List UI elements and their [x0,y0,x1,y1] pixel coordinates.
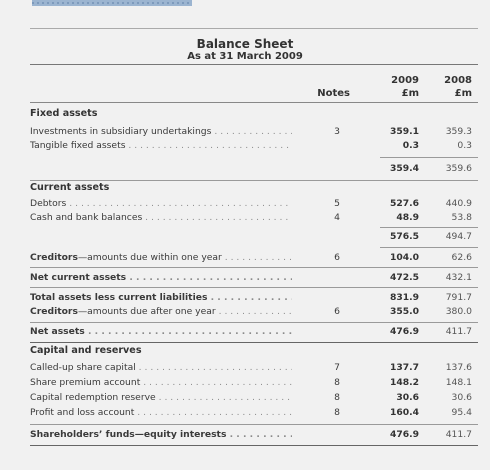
row-label: Investments in subsidiary undertakings . . . [30,125,292,139]
subtotal-rule [380,247,478,248]
table-row [30,376,478,390]
section-rule [30,287,478,288]
column-unit-2009: £m [401,88,419,99]
row-label: Total assets less current liabilities . . . [30,291,292,305]
table-row-shareholders-funds [30,428,478,442]
row-label-rest: —amounts due within one year [77,252,222,263]
bottom-rule [30,445,478,446]
table-row [30,139,478,153]
row-note: 6 [334,252,340,263]
row-value-2008: 359.3 [445,126,472,137]
row-value-2009: 104.0 [389,252,419,263]
row-label-bold: Creditors [30,252,78,263]
row-value-2008: 148.1 [445,377,472,388]
column-header-notes: Notes [317,88,350,99]
row-note: 6 [334,306,340,317]
row-label [30,251,292,265]
subtotal-value-2008: 494.7 [445,231,472,242]
row-note: 8 [334,377,340,388]
row-value-2009: 527.6 [389,198,419,209]
subtotal-rule [380,227,478,228]
table-row [30,361,478,375]
section-rule [30,342,478,343]
table-row-net-current-assets [30,271,478,285]
row-value-2008: 137.6 [445,362,472,373]
row-label: Capital redemption reserve . . . [30,391,292,405]
title-rule [30,64,478,65]
table-row-net-assets [30,325,478,339]
row-value-2008: 30.6 [451,392,472,403]
subtotal-row [30,230,478,244]
row-label: Tangible fixed assets . . . [30,139,292,153]
section-heading-fixed-assets: Fixed assets [30,108,98,119]
table-row [30,211,478,225]
table-row [30,125,478,139]
section-rule [30,267,478,268]
row-value-2009: 359.1 [389,126,419,137]
column-unit-2008: £m [454,88,472,99]
subtotal-value-2008: 359.6 [445,163,472,174]
row-value-2009: 148.2 [389,377,419,388]
row-value-2008: 0.3 [457,140,472,151]
section-heading-capital-reserves: Capital and reserves [30,345,142,356]
top-rule [30,28,478,29]
row-label: Net current assets . . . [30,271,292,285]
row-value-2008: 411.7 [445,326,472,337]
table-row [30,391,478,405]
row-value-2009: 160.4 [389,407,419,418]
row-label-bold: Creditors [30,306,78,317]
section-rule [30,424,478,425]
row-label: Shareholders’ funds—equity interests . . . [30,428,292,442]
table-row-creditors-within [30,251,478,265]
row-label: Profit and loss account . . . [30,406,292,420]
row-label [30,305,292,319]
row-label-rest: —amounts due after one year [77,306,216,317]
row-note: 3 [334,126,340,137]
top-decorative-pattern [32,2,192,4]
row-value-2008: 380.0 [445,306,472,317]
table-row-creditors-after [30,305,478,319]
page-subtitle: As at 31 March 2009 [187,51,303,62]
row-value-2009: 137.7 [389,362,419,373]
row-value-2008: 411.7 [445,429,472,440]
row-value-2008: 791.7 [445,292,472,303]
row-value-2009: 831.9 [389,292,419,303]
row-value-2009: 0.3 [402,140,419,151]
row-note: 8 [334,407,340,418]
row-value-2008: 53.8 [451,212,472,223]
section-rule [30,180,478,181]
row-label: Called-up share capital . . . [30,361,292,375]
row-note: 5 [334,198,340,209]
subtotal-value-2009: 576.5 [389,231,419,242]
table-row [30,406,478,420]
row-value-2008: 95.4 [451,407,472,418]
row-label: Cash and bank balances . . . [30,211,292,225]
row-note: 4 [334,212,340,223]
row-label: Net assets . . . [30,325,292,339]
row-value-2009: 48.9 [396,212,419,223]
subtotal-rule [380,157,478,158]
table-row-total-assets [30,291,478,305]
row-value-2009: 476.9 [389,429,419,440]
section-rule [30,322,478,323]
header-rule [30,102,478,103]
page-title: Balance Sheet [196,37,294,51]
table-row [30,197,478,211]
column-header-2009: 2009 [391,75,419,86]
column-header-2008: 2008 [444,75,472,86]
section-heading-current-assets: Current assets [30,182,110,193]
row-value-2008: 62.6 [451,252,472,263]
row-value-2009: 30.6 [396,392,419,403]
subtotal-value-2009: 359.4 [389,163,419,174]
row-label: Share premium account . . . [30,376,292,390]
row-value-2009: 355.0 [389,306,419,317]
row-label: Debtors . . . [30,197,292,211]
row-value-2008: 432.1 [445,272,472,283]
row-note: 7 [334,362,340,373]
subtotal-row [30,162,478,176]
row-value-2009: 472.5 [389,272,419,283]
row-value-2008: 440.9 [445,198,472,209]
row-value-2009: 476.9 [389,326,419,337]
row-note: 8 [334,392,340,403]
